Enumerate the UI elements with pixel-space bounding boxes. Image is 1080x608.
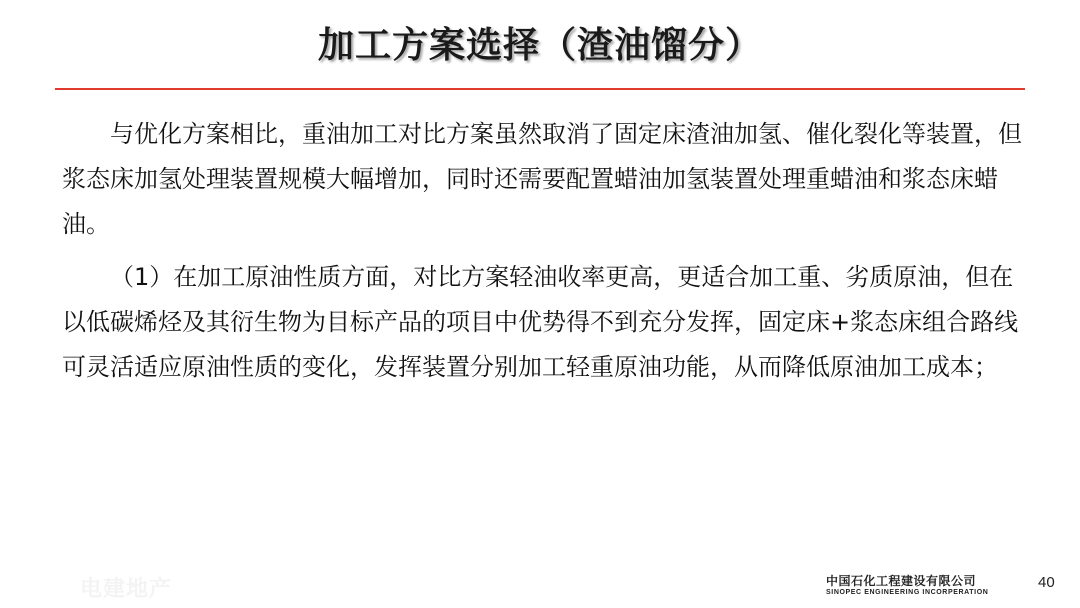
company-name-cn: 中国石化工程建设有限公司 [826,574,977,588]
page-number: 40 [1038,574,1055,591]
company-logo-text [826,574,1022,597]
paragraph-2: （1）在加工原油性质方面，对比方案轻油收率更高，更适合加工重、劣质原油，但在以低碳烯烃及其衍生物为目标产品的项目中优势得不到充分发挥，固定床+浆态床组合路线可灵活适应原油性质的变化，发挥装置分别加工轻重原油功能，从而降低原油加工成本； [62,263,1019,381]
watermark: 电建地产 [80,577,173,602]
title-divider [55,88,1025,90]
slide-title: 加工方案选择（渣油馏分） [317,25,762,66]
paragraph-1: 与优化方案相比，重油加工对比方案虽然取消了固定床渣油加氢、催化裂化等装置，但浆态床加氢处理装置规模大幅增加，同时还需要配置蜡油加氢装置处理重蜡油和浆态床蜡油。 [62,120,1022,238]
body-text [62,112,1022,398]
company-name-en: SINOPEC ENGINEERING INCORPERATION [826,589,989,596]
